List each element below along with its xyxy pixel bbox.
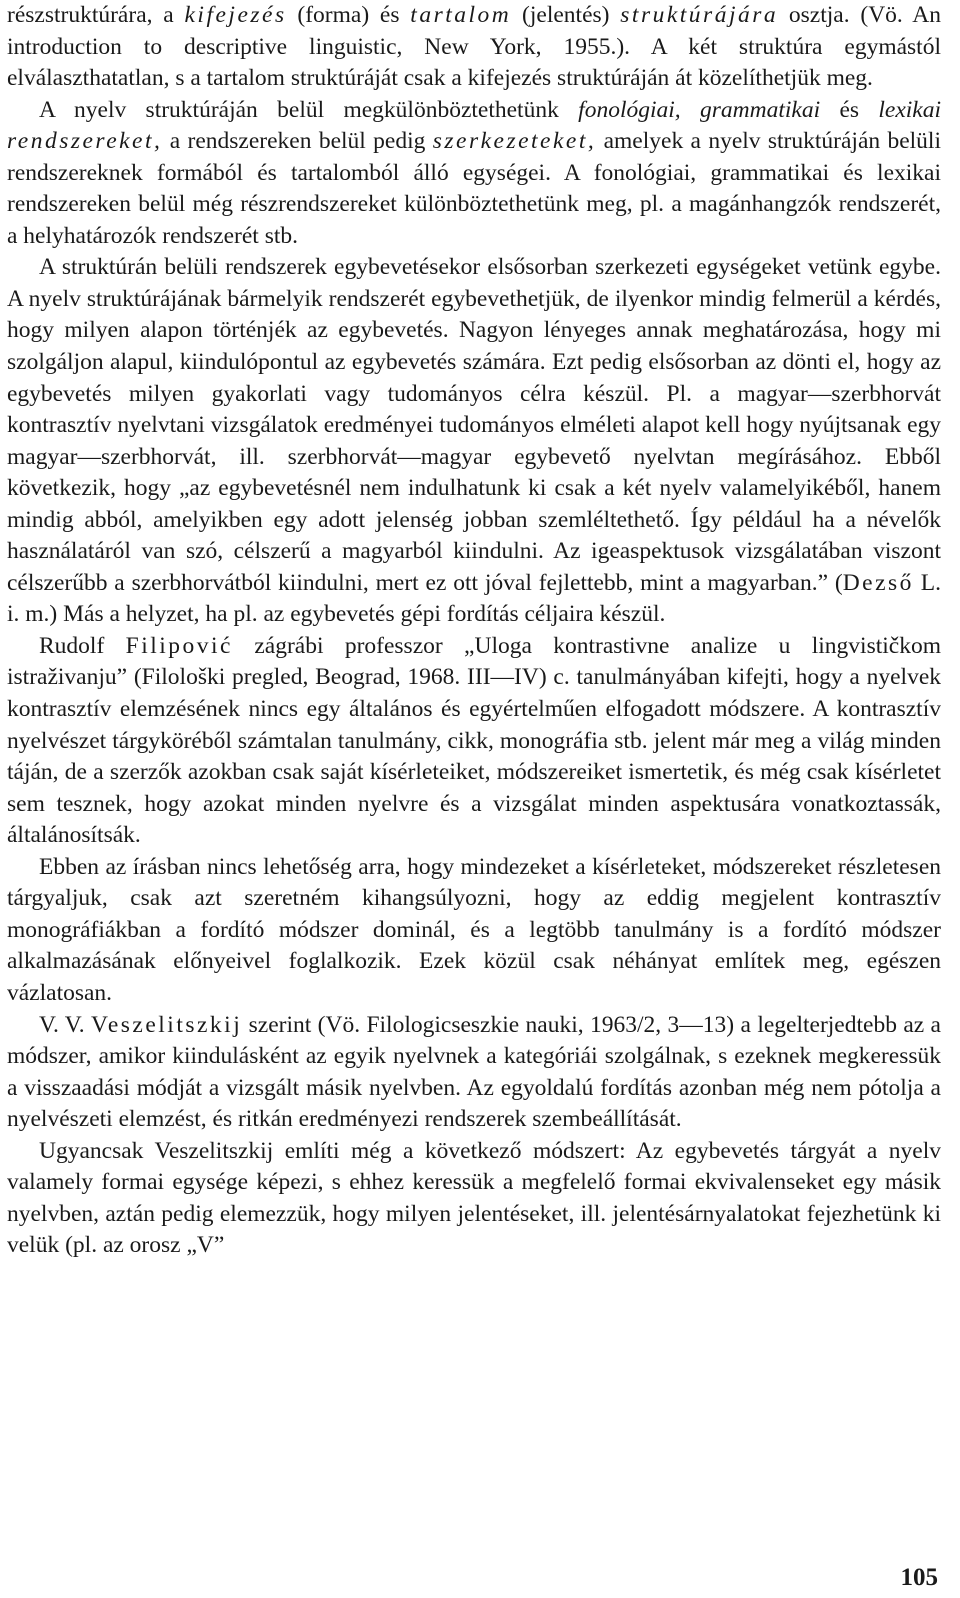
text-run: szerkezeteket,: [432, 128, 597, 155]
paragraph: [7, 1010, 941, 1136]
text-run: osztja. (Vö. An introduction to descriptive linguistic, New York, 1955.). A két struktúra egymástól elválaszthatatlan, s a tartalom struktúráját csak a kifejezés struktúráján át közelíthetjük meg.: [7, 2, 941, 92]
text-run: Filipović: [125, 632, 233, 659]
paragraph: [7, 1136, 941, 1262]
text-run: és: [820, 96, 879, 123]
body-text: [7, 0, 941, 1262]
text-run: (jelentés): [511, 2, 621, 28]
text-run: rendszereket,: [7, 128, 163, 155]
text-run: lexikai: [878, 96, 941, 123]
text-run: Veszelitszkij: [90, 1011, 243, 1038]
text-run: Ebben az írásban nincs lehetőség arra, hogy mindezeket a kísérleteket, módszereket részletesen tárgyaljuk, csak azt szeretném kihangsúlyozni, hogy az eddig megjelent kontrasztív monográfiákban a fordító módszer dominál, és a legtöbb tanulmány is a fordító módszer alkalmazásának előnyeivel foglalkozik. Ezek közül csak néhányat említek meg, egészen vázlatosan.: [7, 853, 941, 1006]
text-run: Rudolf: [39, 632, 126, 659]
text-run: L. i. m.) Más a helyzet, ha pl. az egybevetés gépi fordítás céljaira készül.: [7, 569, 942, 628]
text-run: struktúrájára: [620, 2, 779, 28]
text-run: tartalom: [410, 2, 512, 28]
text-run: zágrábi professzor „Uloga kontrastivne analize u lingvističkom istraživanju” (Filološki pregled, Beograd, 1968. III—IV) c. tanulmányában kifejti, hogy a nyelvek kontrasztív elemzésének nincs egy általános és egyértelműen elfogadott módszere. A kontrasztív nyelvészet tárgyköréből számtalan tanulmány, cikk, monográfia stb. jelent már meg a világ minden táján, de a szerzők azokban csak saját kísérleteiket, módszereiket ismertetik, és még csak kísérletet sem tesznek, hogy azokat minden nyelvre és a vizsgálat minden aspektusára vonatkoztassák, általánosítsák.: [7, 632, 941, 849]
paragraph: [7, 0, 941, 95]
paragraph: [7, 252, 941, 631]
text-run: kifejezés: [184, 2, 287, 28]
page-number: 105: [900, 1564, 938, 1591]
text-run: (forma) és: [286, 2, 411, 28]
text-run: A struktúrán belüli rendszerek egybevetésekor elsősorban szerkezeti egységeket vetünk egybe. A nyelv struktúrájának bármelyik rendszerét egybevethetjük, de ilyenkor mindig felmerül a kérdés, hogy milyen alapon történjék az egybevetés. Nagyon lényeges annak meghatározása, hogy mi szolgáljon alapul, kiindulópontul az egybevetés számára. Ezt pedig elsősorban az dönti el, hogy az egybevetés milyen gyakorlati vagy tudományos célra készül. Pl. a magyar—szerbhorvát kontrasztív nyelvtani vizsgálatok eredményei tudományos elméleti alapot kell hogy nyújtsanak egy magyar—szerbhorvát, ill. szerbhorvát—magyar egybevető nyelvtan megírásához. Ebből következik, hogy „az egybevetésnél nem indulhatunk ki csak a két nyelv valamelyikéből, hanem mindig abból, amelyikben egy adott jelenség jobban szemléltethető. Így például ha a névelők használatáról van szó, célszerű a magyarból kiindulni. Az igeaspektusok vizsgálatában viszont célszerűbb a szerbhorvátból kiindulni, mert ez ott jóval fejlettebb, mint a magyarban.” (: [7, 254, 941, 596]
text-run: fonológiai, grammatikai: [578, 96, 821, 123]
paragraph: [7, 631, 941, 852]
text-run: részstruktúrára, a: [7, 2, 185, 28]
text-run: A nyelv struktúráján belül megkülönböztethetünk: [39, 96, 579, 123]
text-run: amelyek a nyelv struktúráján belüli rendszereknek formából és tartalomból álló egységei. A fonológiai, grammatikai és lexikai rendszereken belül még részrendszereket különböztethetünk meg, pl. a magánhangzók rendszerét, a helyhatározók rendszerét stb.: [7, 128, 941, 249]
text-run: a rendszereken belül pedig: [162, 128, 433, 155]
paragraph: [7, 95, 941, 253]
paragraph: [7, 852, 941, 1010]
text-run: szerint (Vö. Filologicseszkie nauki, 1963/2, 3—13) a legelterjedtebb az a módszer, amikor kiindulásként az egyik nyelvnek a kategóriái szolgálnak, s ezeknek megkeressük a visszaadási módját a vizsgált másik nyelvben. Az egyoldalú fordítás azonban még nem pótolja a nyelvészeti elemzést, és ritkán eredményezi rendszerek szembeállítását.: [7, 1011, 941, 1133]
text-run: Ugyancsak Veszelitszkij említi még a következő módszert: Az egybevetés tárgyát a nyelv valamely formai egysége képezi, s ehhez keressük a megfelelő formai ekvivalenseket egy másik nyelvben, aztán pedig elemezzük, hogy milyen jelentéseket, ill. jelentésárnyalatokat fejezhetünk ki velük (pl. az orosz „V”: [7, 1137, 941, 1259]
text-run: V. V.: [39, 1011, 91, 1038]
text-run: Dezső: [842, 569, 914, 596]
